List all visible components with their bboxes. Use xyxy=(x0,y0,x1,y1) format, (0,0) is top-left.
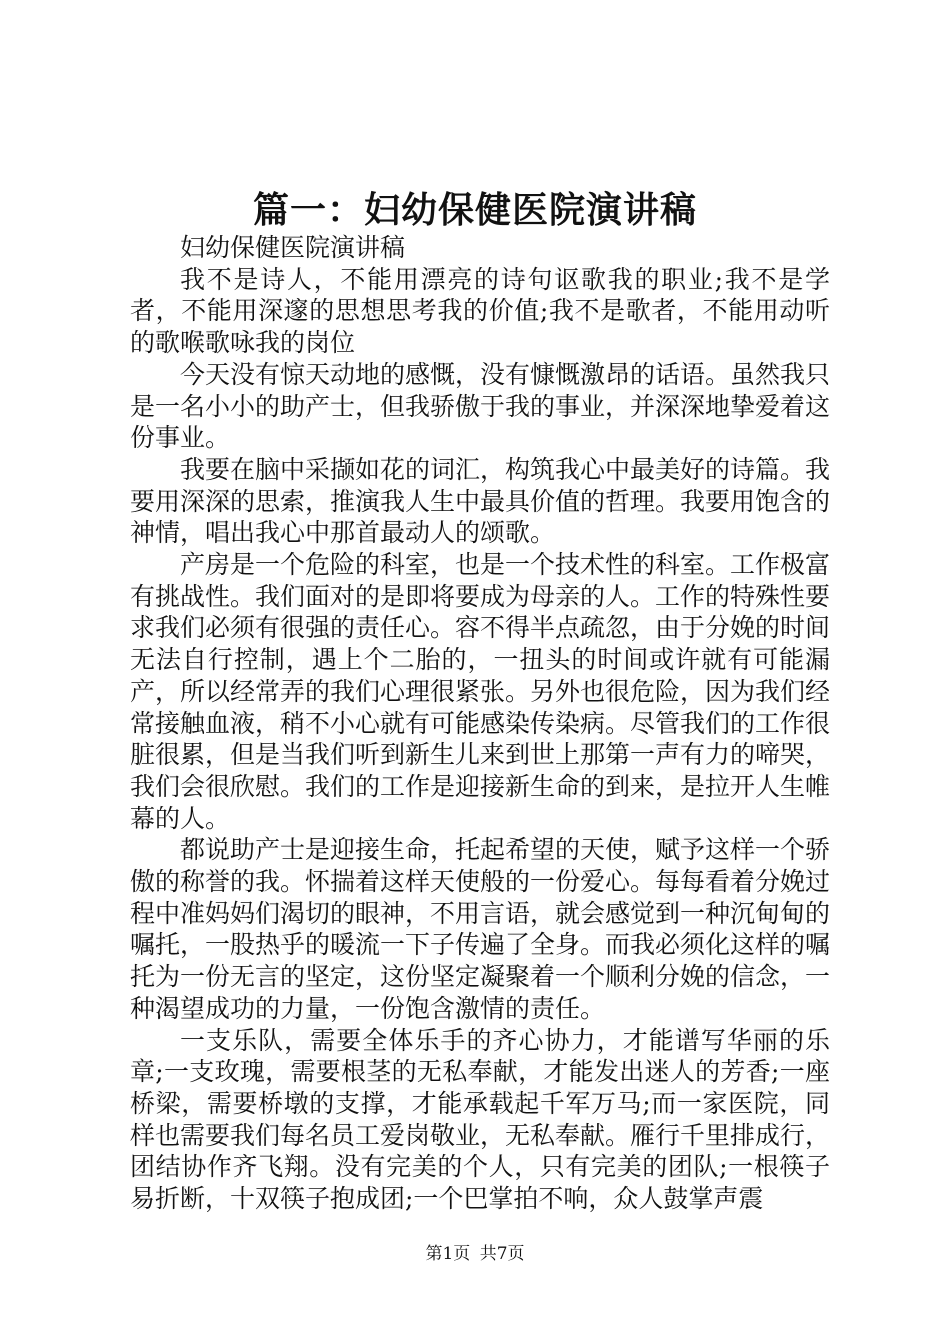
page-footer xyxy=(0,1243,950,1265)
paragraph: 都说助产士是迎接生命，托起希望的天使，赋予这样一个骄傲的称誉的我。怀揣着这样天使般的一份爱心。每每看着分娩过程中准妈妈们渴切的眼神，不用言语，就会感觉到一种沉甸甸的嘱托，一股热乎的暖流一下子传遍了全身。而我必须化这样的嘱托为一份无言的坚定，这份坚定凝聚着一个顺利分娩的信念，一种渴望成功的力量，一份饱含激情的责任。 xyxy=(130,835,831,1023)
paragraph: 我要在脑中采撷如花的词汇，构筑我心中最美好的诗篇。我要用深深的思索，推演我人生中最具价值的哲理。我要用饱含的神情，唱出我心中那首最动人的颂歌。 xyxy=(130,454,831,548)
document-title: 篇一：妇幼保健医院演讲稿 xyxy=(252,189,697,231)
paragraph: 今天没有惊天动地的感慨，没有慷慨激昂的话语。虽然我只是一名小小的助产士，但我骄傲于我的事业，并深深地挚爱着这份事业。 xyxy=(130,359,831,453)
paragraph-heading: 妇幼保健医院演讲稿 xyxy=(180,233,406,262)
paragraph: 一支乐队，需要全体乐手的齐心协力，才能谱写华丽的乐章;一支玫瑰，需要根茎的无私奉献，才能发出迷人的芳香;一座桥梁，需要桥墩的支撑，才能承载起千军万马;而一家医院，同样也需要我们每名员工爱岗敬业，无私奉献。雁行千里排成行，团结协作齐飞翔。没有完美的个人，只有完美的团队;一根筷子易折断，十双筷子抱成团;一个巴掌拍不响，众人鼓掌声震 xyxy=(130,1025,831,1214)
paragraph: 我不是诗人，不能用漂亮的诗句讴歌我的职业;我不是学者，不能用深邃的思想思考我的价值;我不是歌者，不能用动听的歌喉歌咏我的岗位 xyxy=(130,264,830,358)
paragraph: 产房是一个危险的科室，也是一个技术性的科室。工作极富有挑战性。我们面对的是即将要成为母亲的人。工作的特殊性要求我们必须有很强的责任心。容不得半点疏忽，由于分娩的时间无法自行控制，遇上个二胎的，一扭头的时间或许就有可能漏产，所以经常弄的我们心理很紧张。另外也很危险，因为我们经常接触血液，稍不小心就有可能感染传染病。尽管我们的工作很脏很累，但是当我们听到新生儿来到世上那第一声有力的啼哭，我们会很欣慰。我们的工作是迎接新生命的到来，是拉开人生帷幕的人。 xyxy=(130,550,831,833)
document-body xyxy=(130,232,830,1215)
page-total: 共7页 xyxy=(479,1244,525,1264)
page-number: 第1页 xyxy=(425,1244,471,1264)
